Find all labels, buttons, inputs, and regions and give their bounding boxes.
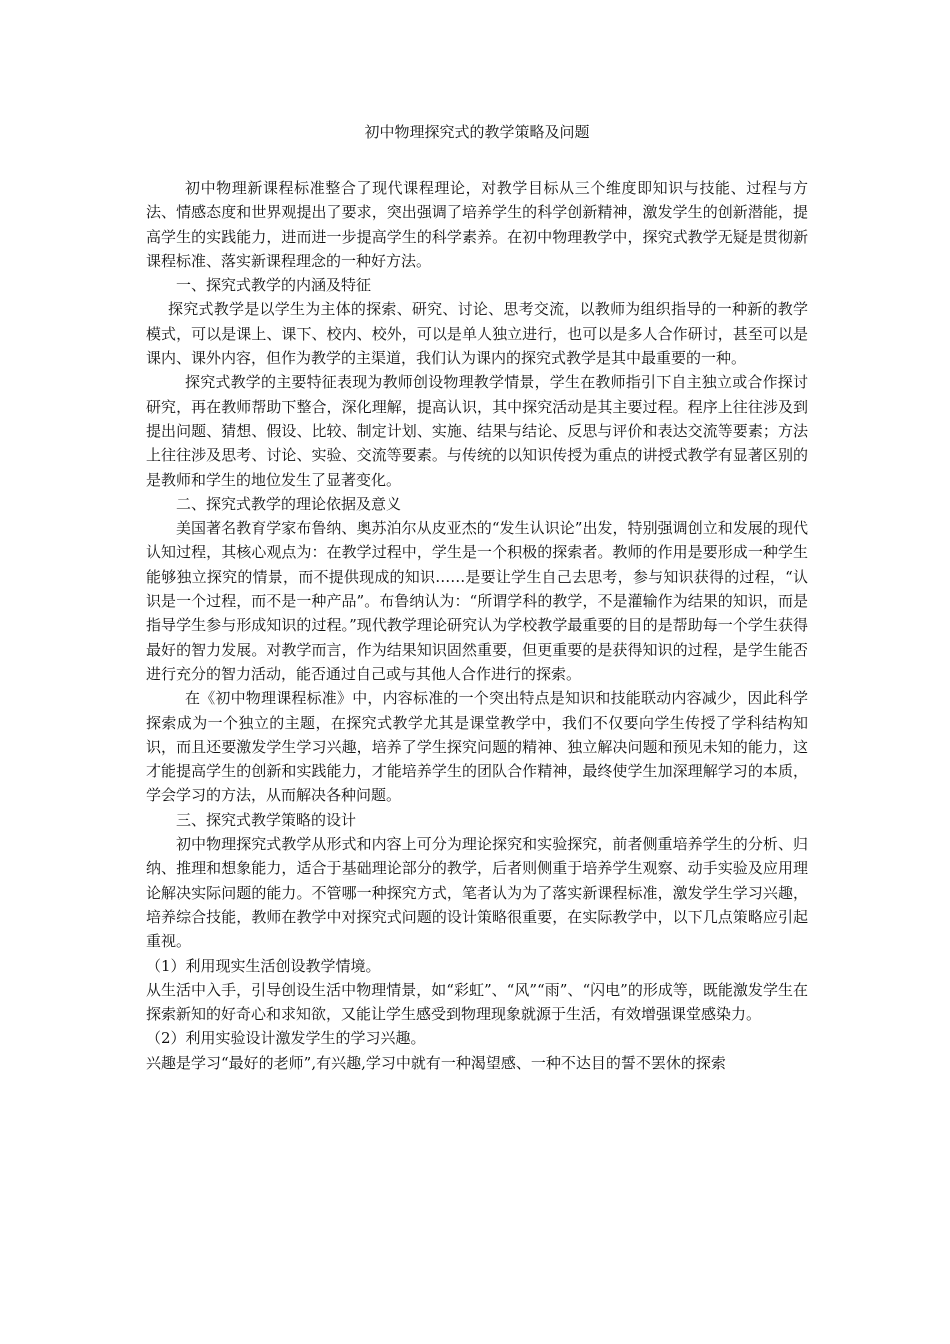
document-body — [146, 120, 808, 1075]
body-paragraph: 在《初中物理课程标准》中，内容标准的一个突出特点是知识和技能联动内容减少，因此科学探索成为一个独立的主题，在探究式教学尤其是课堂教学中，我们不仅要向学生传授了学科结构知识，而且还要激发学生学习兴趣，培养了学生探究问题的精神、独立解决问题和预见未知的能力，这才能提高学生的创新和实践能力，才能培养学生的团队合作精神，最终使学生加深理解学习的本质，学会学习的方法，从而解决各种问题。 — [146, 689, 808, 805]
strategy-heading-2: （2）利用实验设计激发学生的学习兴趣。 — [146, 1029, 426, 1048]
strategy-heading-1: （1）利用现实生活创设教学情境。 — [146, 956, 381, 975]
body-paragraph: 从生活中入手，引导创设生活中物理情景，如“彩虹”、“风”“雨”、“闪电”的形成等，既能激发学生在探索新知的好奇心和求知欲，又能让学生感受到物理现象就源于生活，有效增强课堂感染力。 — [146, 980, 808, 1024]
document-title: 初中物理探究式的教学策略及问题 — [364, 123, 590, 141]
body-paragraph: 兴趣是学习“最好的老师”,有兴趣,学习中就有一种渴望感、一种不达目的誓不罢休的探索 — [146, 1053, 726, 1072]
body-paragraph: 美国著名教育学家布鲁纳、奥苏泊尔从皮亚杰的“发生认识论”出发，特别强调创立和发展的现代认知过程，其核心观点为：在教学过程中，学生是一个积极的探索者。教师的作用是要形成一种学生能够独立探究的情景，而不提供现成的知识……是要让学生自己去思考，参与知识获得的过程，“认识是一个过程，而不是一种产品”。布鲁纳认为：“所谓学科的教学，不是灌输作为结果的知识，而是指导学生参与形成知识的过程。”现代教学理论研究认为学校教学最重要的目的是帮助每一个学生获得最好的智力发展。对教学而言，作为结果知识固然重要，但更重要的是获得知识的过程，是学生能否进行充分的智力活动，能否通过自己或与其他人合作进行的探索。 — [146, 519, 808, 683]
section-heading-2: 二、探究式教学的理论依据及意义 — [176, 494, 402, 513]
title-spacer — [146, 144, 808, 176]
body-paragraph: 探究式教学的主要特征表现为教师创设物理教学情景，学生在教师指引下自主独立或合作探讨研究，再在教师帮助下整合，深化理解，提高认识，其中探究活动是其主要过程。程序上往往涉及到提出问题、猜想、假设、比较、制定计划、实施、结果与结论、反思与评价和表达交流等要素；方法上往往涉及思考、讨论、实验、交流等要素。与传统的以知识传授为重点的讲授式教学有显著区别的是教师和学生的地位发生了显著变化。 — [146, 373, 808, 489]
section-heading-1: 一、探究式教学的内涵及特征 — [176, 276, 372, 295]
intro-paragraph: 初中物理新课程标准整合了现代课程理论，对教学目标从三个维度即知识与技能、过程与方法、情感态度和世界观提出了要求，突出强调了培养学生的科学创新精神，激发学生的创新潜能，提高学生的实践能力，进而进一步提高学生的科学素养。在初中物理教学中，探究式教学无疑是贯彻新课程标准、落实新课程理念的一种好方法。 — [146, 179, 808, 270]
body-paragraph: 初中物理探究式教学从形式和内容上可分为理论探究和实验探究，前者侧重培养学生的分析、归纳、推理和想象能力，适合于基础理论部分的教学，后者则侧重于培养学生观察、动手实验及应用理论解决实际问题的能力。不管哪一种探究方式，笔者认为为了落实新课程标准，激发学生学习兴趣，培养综合技能，教师在教学中对探究式问题的设计策略很重要，在实际教学中，以下几点策略应引起重视。 — [146, 835, 808, 951]
section-heading-3: 三、探究式教学策略的设计 — [176, 810, 357, 829]
body-paragraph: 探究式教学是以学生为主体的探索、研究、讨论、思考交流，以教师为组织指导的一种新的教学模式，可以是课上、课下、校内、校外，可以是单人独立进行，也可以是多人合作研讨，甚至可以是课内、课外内容，但作为教学的主渠道，我们认为课内的探究式教学是其中最重要的一种。 — [146, 300, 808, 368]
